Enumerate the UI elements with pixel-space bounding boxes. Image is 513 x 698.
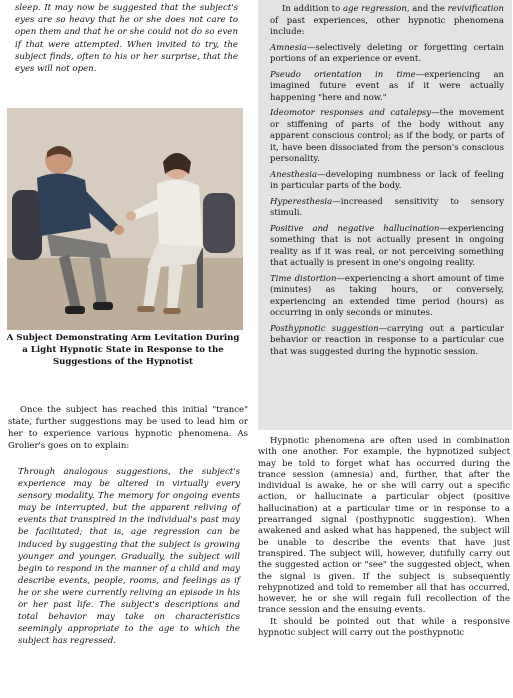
term-hyperesthesia: Hyperesthesia—increased sensitivity to sensory stimuli.: [270, 196, 504, 218]
grolier-quote: Through analogous suggestions, the subject's experience may be altered in virtually every sensory modality. The memory for ongoing events may be interrupted, but the apparent reliving of events that transpired in the individual's past may be facilitated; that is, age regression can be induced by suggesting that the subject is growing younger and younger. Gradually, the subject will begin to respond in the manner of a child and may describe events, people, rooms, and feelings as if he or she were currently reliving an episode in his or her past life. The subject's descriptions and total behavior may take on characteristics seemingly appropriate to the age to which the subject has regressed.: [18, 467, 240, 647]
photo-caption: A Subject Demonstrating Arm Levitation During a Light Hypnotic State in Response to the Suggestions of the Hypnotist: [6, 333, 240, 367]
photo-arm-levitation: [7, 108, 243, 330]
left-body: [8, 404, 248, 452]
term-anesthesia: Anesthesia—developing numbness or lack of feeling in particular parts of the body.: [270, 169, 504, 191]
right-body: [258, 436, 510, 639]
left-column: [6, 0, 244, 75]
term-time-distortion: Time distortion—experiencing a short amount of time (minutes) as taking hours, or conversely, experiencing an extended time period (hours) as occurring in only seconds or minutes.: [270, 273, 504, 318]
photo-illustration: [7, 108, 243, 330]
term-hallucination: Positive and negative hallucination—experiencing something that is not actually present in ongoing reality as if it was real, or not perceiving something that actually is present in one's ongoing reality.: [270, 223, 504, 268]
opening-quote: sleep. It may now be suggested that the subject's eyes are so heavy that he or she does not care to open them and that he or she could not do so even if that were attempted. When invited to try, the subject finds, often to his or her surprise, that the eyes will not open.: [15, 3, 238, 75]
term-amnesia: Amnesia—selectively deleting or forgetting certain portions of an experience or event.: [270, 42, 504, 64]
term-posthypnotic: Posthypnotic suggestion—carrying out a particular behavior or reaction in response to a particular cue that was suggested during the hypnotic session.: [270, 323, 504, 357]
sidebar-intro: In addition to age regression, and the revivification of past experiences, other hypnotic phenomena include:: [270, 4, 505, 37]
hypnotic-phenomena-sidebar: [258, 0, 512, 430]
term-pseudo-orientation: Pseudo orientation in time—experiencing an imagined future event as if it were actually happening "here and now.": [270, 69, 504, 103]
left-body-paragraph: Once the subject has reached this initial "trance" state, further suggestions may be used to lead him or her to experience various hypnotic phenomena. As Grolier's goes on to explain:: [8, 405, 248, 451]
right-paragraph-2: It should be pointed out that while a responsive hypnotic subject will carry out the posthypnotic: [258, 616, 510, 639]
right-paragraph-1: Hypnotic phenomena are often used in combination with one another. For example, the hypnotized subject may be told to forget what has occurred during the trance session (amnesia) and, further, that after the individual is awake, he or she will carry out a specific action, or hallucinate a particular object (positive hallucination) at a particular time or in response to a prearranged signal (posthypnotic suggestion). When awakened and asked what has happened, the subject will be unable to describe the events that have just transpired. The subject will, however, dutifully carry out the suggested action or "see" the suggested object, when the signal is given. If the subject is subsequently rehypnotized and told to remember all that has occurred, however, he or she will regain full recollection of the trance session and the ensuing events.: [258, 436, 510, 616]
term-ideomotor: Ideomotor responses and catalepsy—the movement or stiffening of parts of the body without any apparent conscious control; as if the body, or parts of it, have been dissociated from the person's conscious personality.: [270, 108, 504, 164]
